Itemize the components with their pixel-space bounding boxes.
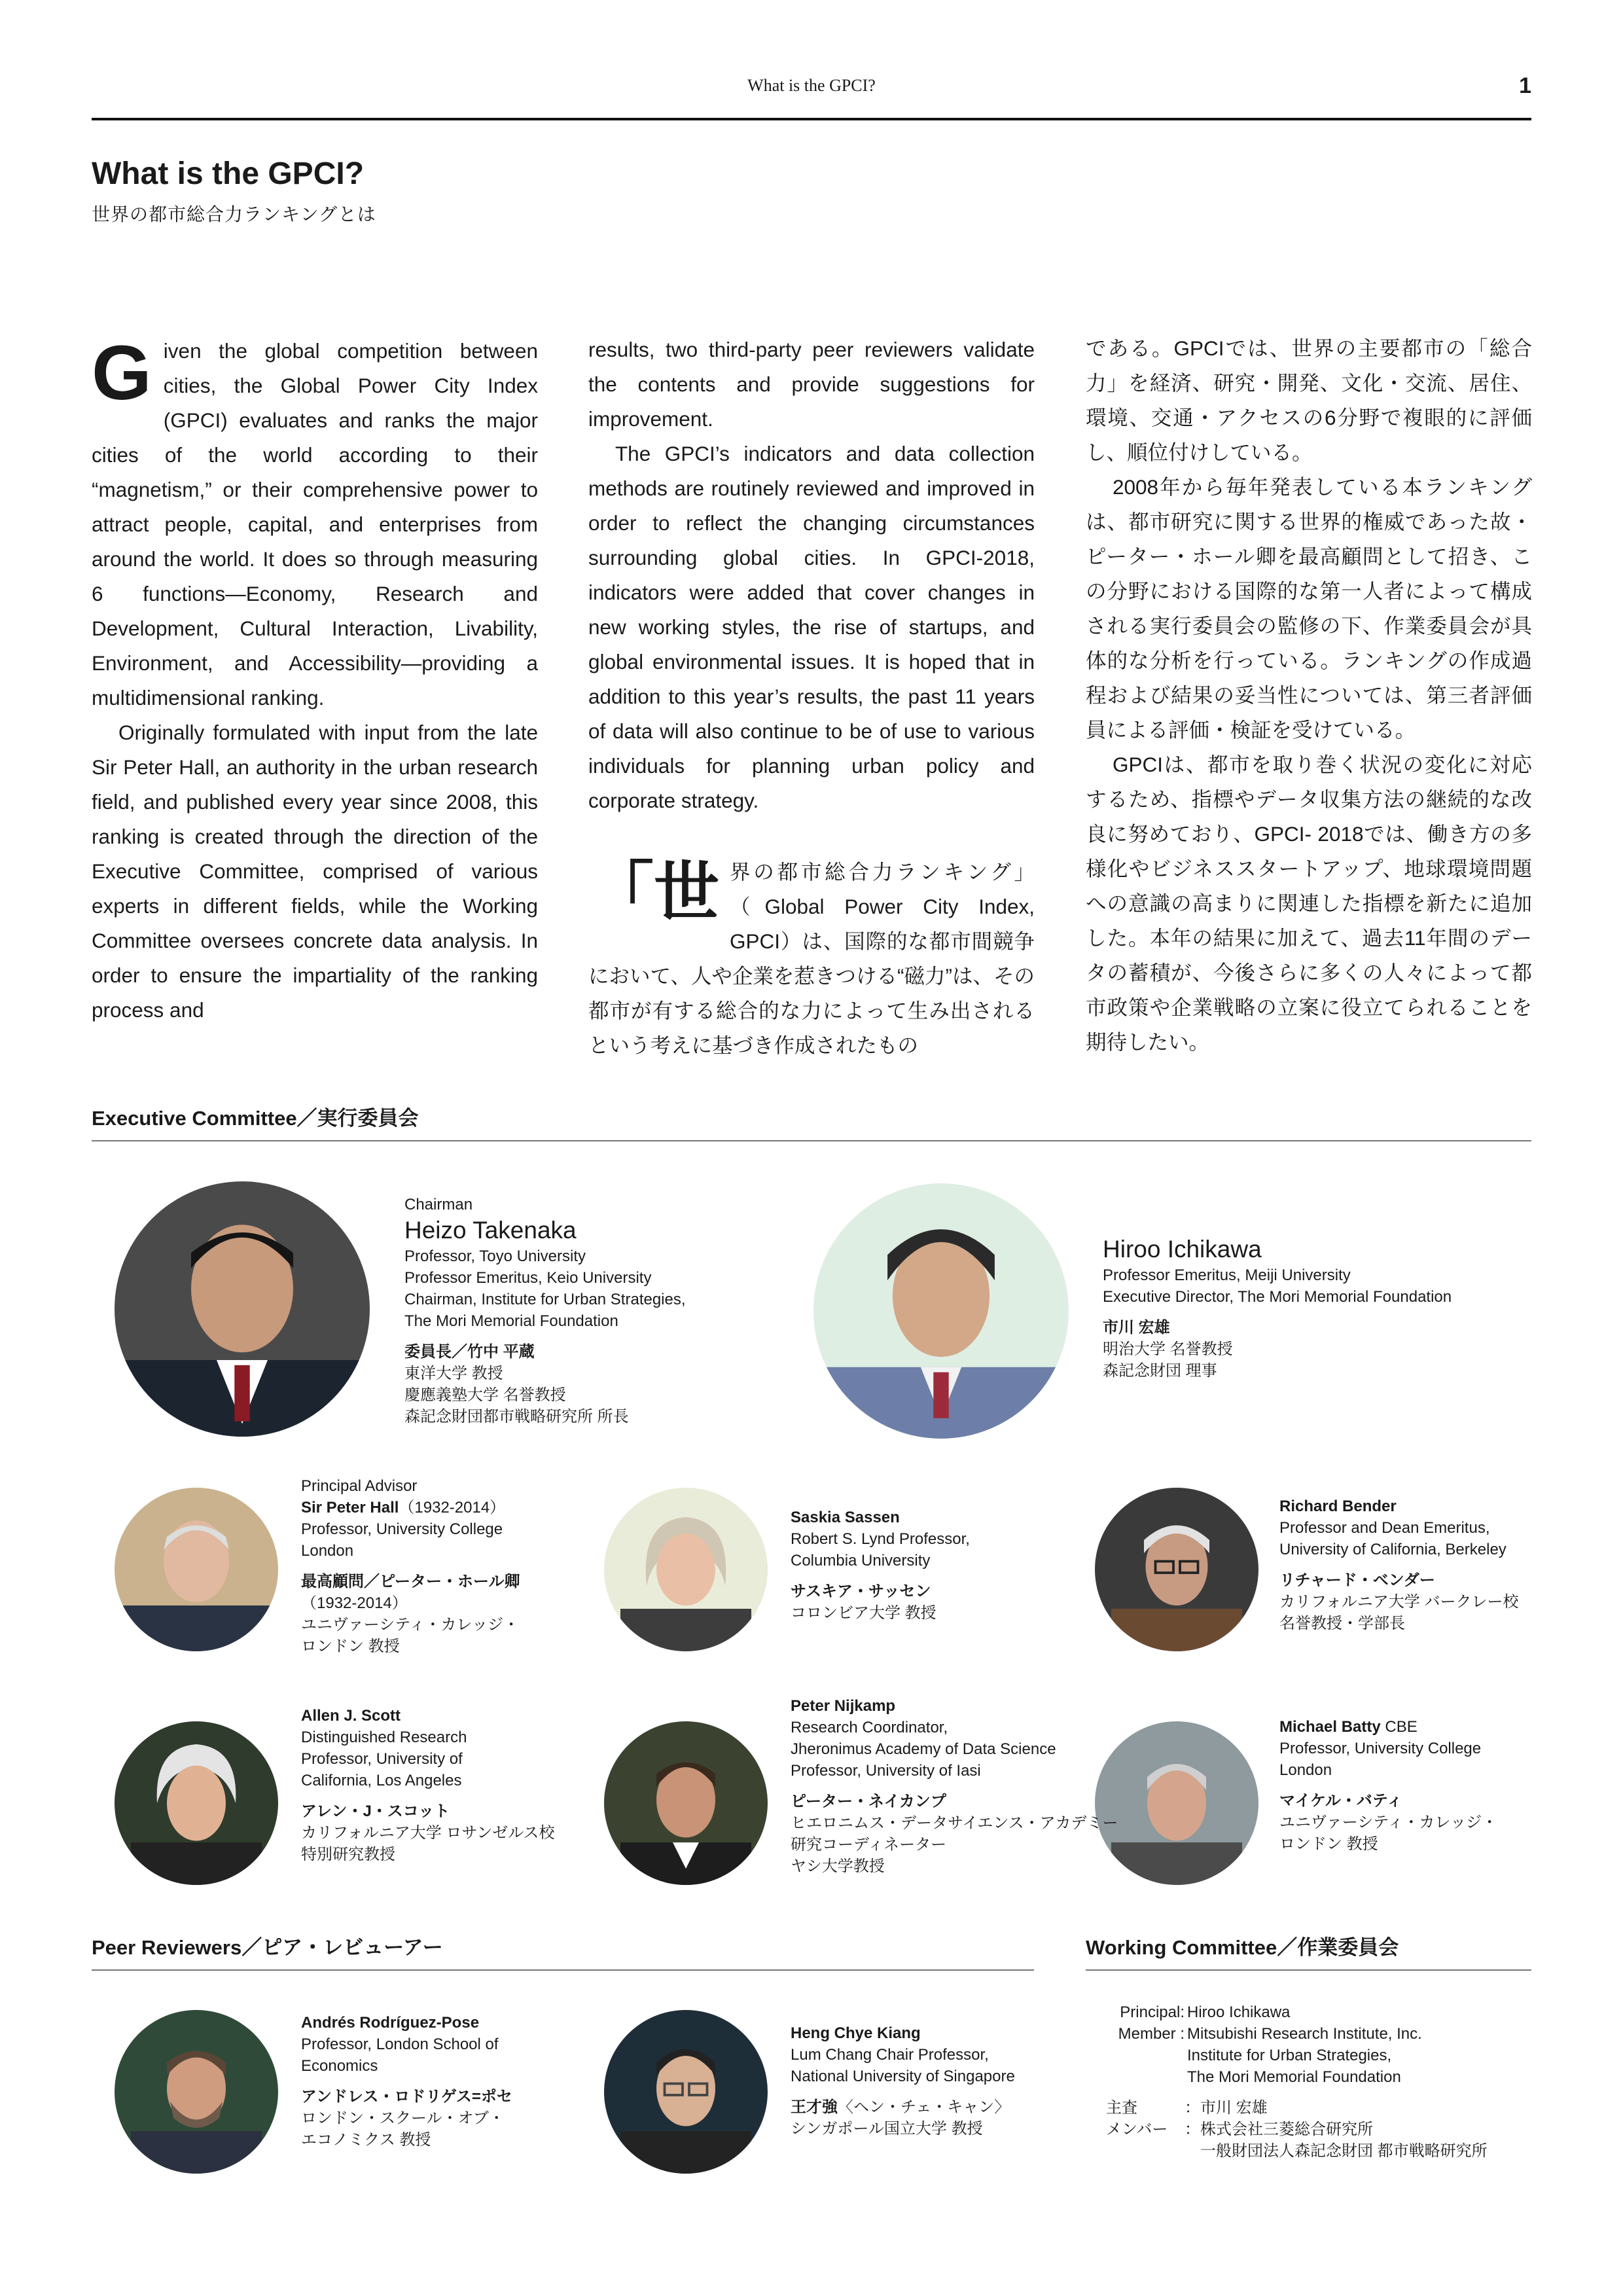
member-years: （1932-2014） [399, 1499, 506, 1516]
member-affiliation: Lum Chang Chair Professor, [791, 2046, 989, 2064]
member-name-jp: サスキア・サッセン [791, 1583, 931, 1600]
member-affiliation-jp: カリフォルニア大学 バークレー校 [1279, 1593, 1519, 1611]
body-column-1 [92, 330, 538, 1028]
page-number: 1 [1519, 73, 1531, 98]
jp-intro-text: 界の都市総合力ランキング」（Global Power City Index, GPCI）は、国際的な都市間競争において、人や企業を惹きつける“磁力”は、その都市が有する総合的な力によって生み出されるという考えに基づき作成されたもの [588, 860, 1035, 1057]
member-affiliation: Professor, University of [301, 1750, 463, 1768]
executive-committee-heading: Executive Committee／実行委員会 [92, 1102, 1531, 1141]
portrait-takenaka [115, 1181, 370, 1437]
member-affiliation-jp: ヒエロニムス・データサイエンス・アカデミー [791, 1814, 1118, 1832]
member-name-jp: リチャード・ベンダー [1279, 1571, 1435, 1589]
member-affiliation: Distinguished Research [301, 1729, 467, 1746]
working-committee-heading: Working Committee／作業委員会 [1086, 1931, 1531, 1971]
working-committee-list [1106, 2001, 1488, 2162]
member-affiliation-jp: 明治大学 名誉教授 [1103, 1340, 1233, 1358]
member-name-jp: 王才強 [791, 2098, 838, 2116]
member-value-jp: 一般財団法人森記念財団 都市戦略研究所 [1200, 2142, 1488, 2160]
member-affiliation: California, Los Angeles [301, 1772, 462, 1789]
member-nijkamp [791, 1695, 1118, 1877]
member-affiliation-jp: コロンビア大学 教授 [791, 1604, 936, 1622]
member-name: Sir Peter Hall [301, 1499, 399, 1516]
member-affiliation-jp: ユニヴァーシティ・カレッジ・ [1279, 1814, 1498, 1831]
member-affiliation: Economics [301, 2057, 378, 2075]
member-affiliation: Professor, University College [301, 1520, 503, 1538]
member-reading-jp: 〈ヘン・チェ・キャン〉 [838, 2098, 1010, 2116]
member-batty [1279, 1716, 1497, 1855]
member-affiliation-jp: ヤシ大学教授 [791, 1857, 885, 1875]
member-name-jp: アレン・J・スコット [301, 1803, 450, 1820]
portrait-scott [115, 1721, 278, 1885]
member-name-jp: 最高顧問／ピーター・ホール卿 [301, 1573, 520, 1590]
member-affiliation: Professor, London School of [301, 2036, 499, 2053]
member-affiliation: Columbia University [791, 1552, 931, 1570]
member-affiliation: National University of Singapore [791, 2068, 1015, 2085]
member-value: The Mori Memorial Foundation [1187, 2068, 1401, 2086]
drop-cap: G [92, 330, 152, 416]
principal-value-jp: ：市川 宏雄 [1185, 2099, 1268, 2117]
member-name: Heng Chye Kiang [791, 2024, 921, 2042]
reviewer-rodriguez-pose [301, 2012, 512, 2151]
member-affiliation: Professor, Toyo University [404, 1247, 586, 1265]
portrait-hall [115, 1488, 278, 1651]
indicators-paragraph: The GPCI’s indicators and data collection methods are routinely reviewed and improved in order to reflect the changing circumstances surrounding global cities. In GPCI-2018, indicators were added that cover changes in new working styles, the rise of startups, and global environmental issues. It is hoped that in addition to this year’s results, the past 11 years of data will also continue to be of use to various individuals for planning urban policy and corporate strategy. [588, 442, 1035, 812]
portrait-nijkamp [604, 1721, 768, 1885]
jp-intro-paragraph [588, 855, 1035, 1063]
member-affiliation-jp: ロンドン・スクール・オブ・ [301, 2109, 505, 2127]
portrait-bender [1095, 1488, 1258, 1651]
portrait-sassen [604, 1488, 768, 1651]
portrait-ichikawa [813, 1183, 1069, 1439]
member-name-jp: 委員長／竹中 平蔵 [404, 1343, 535, 1361]
jp-paragraph-1: である。GPCIでは、世界の主要都市の「総合力」を経済、研究・開発、文化・交流、居住、環境、交通・アクセスの6分野で複眼的に評価し、順位付けしている。 [1086, 336, 1532, 464]
member-affiliation-jp: 東洋大学 教授 [404, 1365, 503, 1382]
history-paragraph: Originally formulated with input from the late Sir Peter Hall, an authority in the urban research field, and published every year since 2008, this ranking is created through the direction of the Executive Committee, comprised of various experts in different fields, while the Working Committee oversees concrete data analysis. In order to ensure the impartiality of the ranking process and [92, 721, 538, 1022]
peer-reviewers-heading: Peer Reviewers／ピア・レビューアー [92, 1931, 1034, 1971]
member-name: Michael Batty [1279, 1718, 1381, 1736]
intro-paragraph [92, 330, 538, 715]
member-affiliation: University of California, Berkeley [1279, 1541, 1507, 1558]
intro-text: iven the global competition between cities, the Global Power City Index (GPCI) evaluates and ranks the major cities of the world according to their “magnetism,” or their comprehensive power to attract people, capital, and enterprises from around the world. It does so through measuring 6 functions—Economy, Research and Development, Cultural Interaction, Livability, Environment, and Accessibility—providing a multidimensional ranking. [92, 339, 538, 709]
member-affiliation: London [301, 1542, 354, 1560]
member-value: Mitsubishi Research Institute, Inc. [1187, 2025, 1422, 2043]
member-value-jp: ：株式会社三菱総合研究所 [1185, 2121, 1373, 2138]
member-affiliation-jp: 特別研究教授 [301, 1846, 395, 1863]
member-affiliation: The Mori Memorial Foundation [404, 1312, 618, 1330]
principal-label: Principal: [1120, 2003, 1185, 2021]
member-name: Richard Bender [1279, 1498, 1397, 1515]
member-takenaka [404, 1194, 686, 1427]
member-affiliation: Professor Emeritus, Meiji University [1103, 1266, 1351, 1284]
review-paragraph: results, two third-party peer reviewers validate the contents and provide suggestions for improvement. [588, 338, 1035, 431]
running-header [92, 71, 1531, 120]
member-affiliation-jp: エコノミクス 教授 [301, 2131, 431, 2149]
jp-paragraph-2: 2008年から毎年発表している本ランキングは、都市研究に関する世界的権威であった故・ピーター・ホール卿を最高顧問として招き、この分野における国際的な第一人者によって構成される実行委員会の監修の下、作業委員会が具体的な分析を行っている。ランキングの作成過程および結果の妥当性については、第三者評価員による評価・検証を受けている。 [1086, 475, 1532, 742]
member-affiliation: Robert S. Lynd Professor, [791, 1530, 970, 1548]
page-title: What is the GPCI? [92, 156, 365, 191]
member-affiliation: Professor, University College [1279, 1740, 1482, 1757]
body-column-3 [1086, 331, 1532, 1060]
member-affiliation-jp: カリフォルニア大学 ロサンゼルス校 [301, 1824, 555, 1842]
member-name: Hiroo Ichikawa [1103, 1236, 1262, 1263]
reviewer-heng [791, 2022, 1015, 2140]
member-name: Saskia Sassen [791, 1509, 900, 1526]
member-name: Heizo Takenaka [404, 1217, 577, 1244]
member-affiliation-jp: ロンドン 教授 [1279, 1835, 1378, 1853]
member-scott [301, 1705, 555, 1865]
member-affiliation: Professor Emeritus, Keio University [404, 1269, 652, 1287]
member-affiliation-jp: シンガポール国立大学 教授 [791, 2120, 983, 2138]
portrait-pose [115, 2010, 278, 2174]
member-affiliation: Professor and Dean Emeritus, [1279, 1519, 1490, 1537]
member-bender [1279, 1496, 1518, 1634]
member-name: Allen J. Scott [301, 1707, 401, 1725]
jp-paragraph-3: GPCIは、都市を取り巻く状況の変化に対応するため、指標やデータ収集方法の継続的な改良に努めており、GPCI- 2018では、働き方の多様化やビジネススタートアップ、地球環境問題への意識の高まりに関連した指標を新たに追加した。本年の結果に加えて、過去11年間のデータの蓄積が、今後さらに多くの人々によって都市政策や企業戦略の立案に役立てられることを期待したい。 [1086, 753, 1532, 1054]
member-ichikawa [1103, 1234, 1452, 1382]
member-honour: CBE [1380, 1718, 1418, 1736]
member-affiliation-jp: 名誉教授・学部長 [1279, 1615, 1405, 1632]
member-role: Principal Advisor [301, 1477, 418, 1495]
member-affiliation: Research Coordinator, [791, 1719, 948, 1736]
member-affiliation: Executive Director, The Mori Memorial Foundation [1103, 1288, 1452, 1306]
member-affiliation: Jheronimus Academy of Data Science [791, 1740, 1056, 1758]
portrait-batty [1095, 1721, 1258, 1885]
member-role: Chairman [404, 1196, 473, 1213]
running-title: What is the GPCI? [747, 76, 876, 95]
member-affiliation-jp: 森記念財団都市戦略研究所 所長 [404, 1408, 629, 1426]
member-name-jp: 市川 宏雄 [1103, 1319, 1170, 1336]
member-sassen [791, 1507, 970, 1624]
member-label-jp: メンバー [1106, 2121, 1168, 2138]
member-name-jp: ピーター・ネイカンプ [791, 1793, 946, 1810]
member-affiliation-jp: ユニヴァーシティ・カレッジ・ [301, 1616, 520, 1634]
member-hall [301, 1475, 520, 1657]
member-name: Andrés Rodríguez-Pose [301, 2014, 480, 2032]
member-affiliation-jp: 研究コーディネーター [791, 1836, 947, 1854]
member-affiliation-jp: ロンドン 教授 [301, 1638, 400, 1655]
member-affiliation: London [1279, 1761, 1332, 1779]
body-column-2 [588, 332, 1035, 1063]
portrait-heng [604, 2010, 768, 2174]
jp-drop-cap: 「世 [588, 856, 719, 929]
member-name: Peter Nijkamp [791, 1697, 896, 1715]
member-affiliation-jp: 森記念財団 理事 [1103, 1362, 1217, 1380]
member-name-jp: アンドレス・ロドリゲス=ポセ [301, 2088, 512, 2106]
principal-value: Hiroo Ichikawa [1187, 2003, 1291, 2021]
member-affiliation-jp: 慶應義塾大学 名誉教授 [404, 1386, 566, 1404]
member-label: Member : [1118, 2025, 1185, 2043]
principal-label-jp: 主査 [1106, 2099, 1137, 2117]
member-years-jp: （1932-2014） [301, 1594, 408, 1612]
member-name-jp: マイケル・バティ [1279, 1792, 1402, 1810]
member-affiliation: Professor, University of Iasi [791, 1762, 981, 1780]
member-value: Institute for Urban Strategies, [1187, 2047, 1392, 2064]
page-subtitle: 世界の都市総合力ランキングとは [92, 204, 376, 224]
member-affiliation: Chairman, Institute for Urban Strategies, [404, 1291, 686, 1308]
